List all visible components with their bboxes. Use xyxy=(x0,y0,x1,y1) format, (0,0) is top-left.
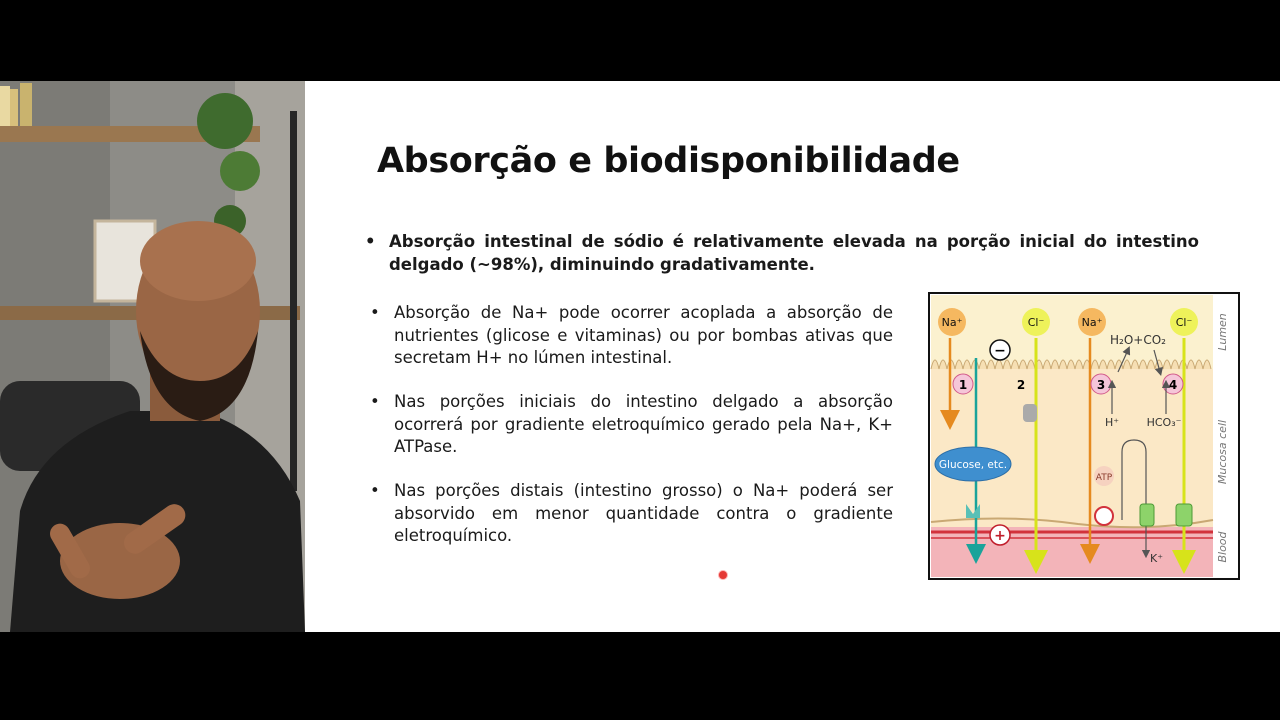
lumen-region xyxy=(931,295,1213,369)
pathway-number: 2 xyxy=(1016,378,1026,392)
h-plus-label: H⁺ xyxy=(1104,416,1120,429)
video-frame xyxy=(0,81,1280,632)
bullet-text: Nas porções iniciais do intestino delgado a absorção ocorrerá por gradiente eletroquímico gerado pela Na+, K+ ATPase. xyxy=(394,392,893,456)
channel-icon xyxy=(1176,504,1192,526)
hco3-label: HCO₃⁻ xyxy=(1146,416,1182,429)
bullet-text: Absorção intestinal de sódio é relativamente elevada na porção inicial do intestino delgado (~98%), diminuindo gradativamente. xyxy=(389,232,1199,274)
bullet-symbol: • xyxy=(370,481,380,500)
presenter-video-icon xyxy=(0,81,305,632)
bullet-item xyxy=(370,391,893,459)
channel-icon xyxy=(1140,504,1154,526)
cl-ion-label: Cl⁻ xyxy=(1175,316,1193,329)
h2o-co2-label: H₂O+CO₂ xyxy=(1110,333,1166,347)
minus-charge-label: − xyxy=(994,343,1006,359)
bullet-text: Nas porções distais (intestino grosso) o Na+ poderá ser absorvido em menor quantidade contra o gradiente eletroquímico. xyxy=(394,481,893,545)
mucosa-label: Mucosa cell xyxy=(1216,419,1229,485)
k-plus-label: K⁺ xyxy=(1150,552,1164,565)
blood-label: Blood xyxy=(1216,531,1229,563)
na-ion-label: Na⁺ xyxy=(941,316,963,329)
tight-junction-icon xyxy=(1023,404,1037,422)
pathway-number: 1 xyxy=(958,378,968,392)
bullet-symbol: • xyxy=(370,303,380,322)
na-k-atpase-pump-icon xyxy=(1095,507,1113,525)
webcam-view xyxy=(0,81,305,632)
bullet-item xyxy=(365,231,1199,276)
laser-pointer xyxy=(718,570,728,580)
bullet-symbol: • xyxy=(365,232,376,251)
lumen-label: Lumen xyxy=(1216,313,1229,351)
bullet-item xyxy=(370,302,893,370)
atp-label: ATP xyxy=(1095,473,1113,483)
cl-ion-label: Cl⁻ xyxy=(1027,316,1045,329)
bullet-item xyxy=(370,480,893,548)
na-ion-label: Na⁺ xyxy=(1081,316,1103,329)
bullet-text: Absorção de Na+ pode ocorrer acoplada a absorção de nutrientes (glicose e vitaminas) ou por bombas ativas que secretam H+ no lúmen intestinal. xyxy=(394,303,893,367)
sodium-absorption-diagram xyxy=(928,292,1240,580)
pathway-number: 3 xyxy=(1096,378,1106,392)
plus-charge-label: + xyxy=(994,528,1006,544)
glucose-label: Glucose, etc. xyxy=(938,459,1008,471)
slide-title: Absorção e biodisponibilidade xyxy=(377,141,960,181)
bullet-symbol: • xyxy=(370,392,380,411)
blood-region xyxy=(931,527,1213,577)
presentation-slide xyxy=(305,81,1280,632)
pathway-number: 4 xyxy=(1168,378,1178,392)
